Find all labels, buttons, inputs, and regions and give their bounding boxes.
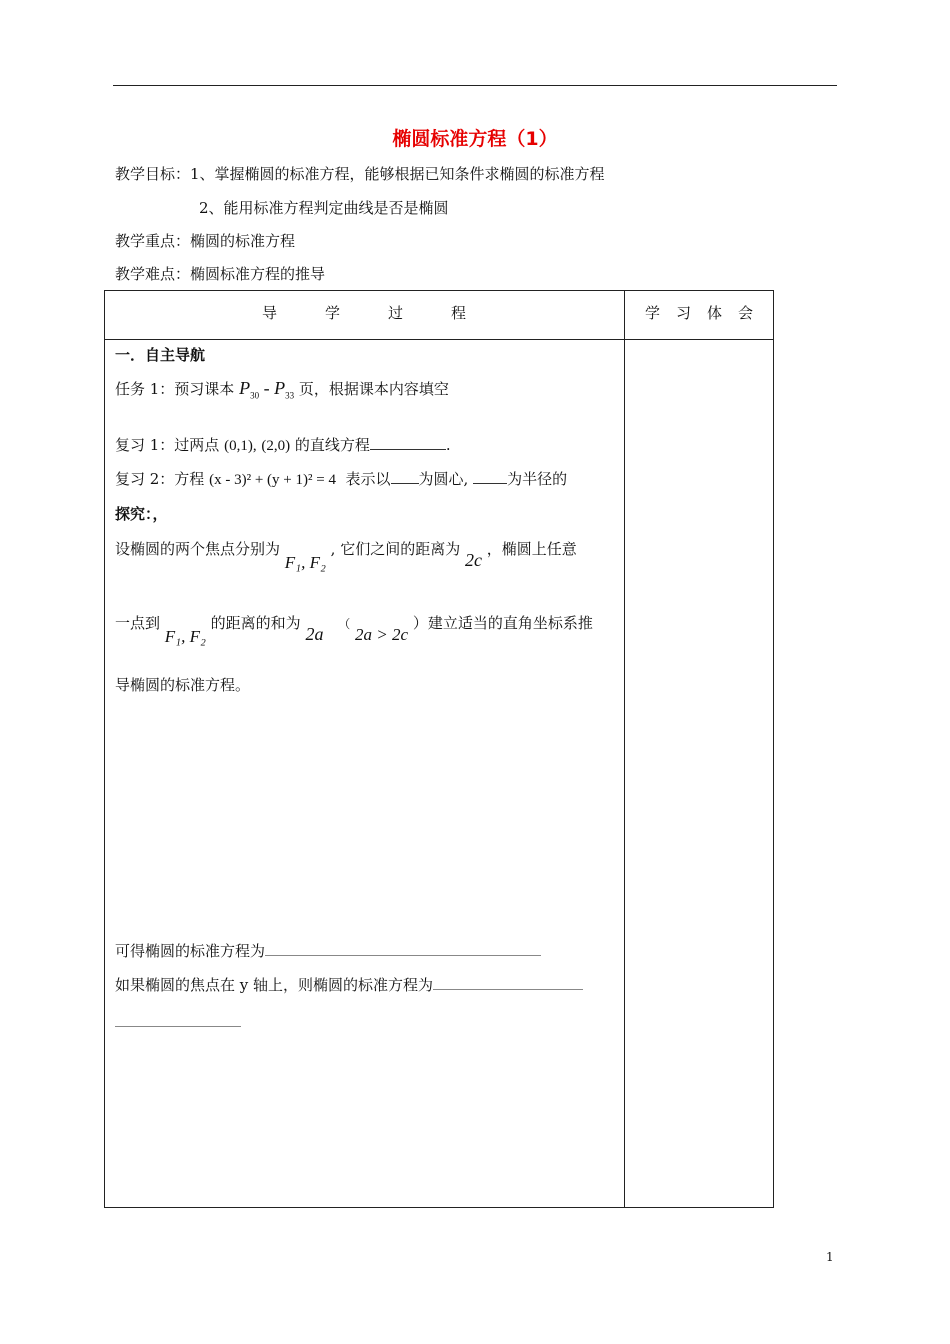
comma: , [252,438,257,454]
foci-symbols: F₁, F₂ [284,553,326,572]
circle-equation: (x - 3)² + (y + 1)² = 4 [209,472,336,488]
page-number: 1 [826,1250,834,1264]
open-paren: （ [338,617,351,631]
header-char: 过 [388,304,404,322]
key-point-label: 教学重点： [115,232,191,250]
answer-blank[interactable] [433,975,583,990]
para-2-text-f: ）建立适当的直角坐标系推 [412,614,593,632]
explore-paragraph-1 [115,538,577,572]
header-char: 导 [261,304,277,322]
lesson-table [104,290,774,1208]
period: . [445,436,451,454]
table-header-notes [624,302,774,323]
explore-paragraph-3: 导椭圆的标准方程。 [115,676,251,694]
page-start-sub: 30 [250,390,260,401]
result-1 [115,940,541,961]
difficulty-line [115,263,325,284]
range-dash: - [263,378,270,398]
table-column-divider [624,290,625,1208]
page-range [239,378,295,401]
result-2-text: 如果椭圆的焦点在 y 轴上，则椭圆的标准方程为 [115,976,434,994]
explore-heading: 探究：， [115,505,168,523]
header-char: 学 [324,304,340,322]
table-header-divider [104,339,774,340]
foci-symbols: F₁, F₂ [164,627,206,646]
review-2 [115,468,567,489]
table-header-process [104,302,624,323]
key-point-text: 椭圆的标准方程 [190,232,296,250]
header-char: 学 [644,304,660,322]
difficulty-text: 椭圆标准方程的推导 [190,265,326,283]
key-point-line [115,230,295,251]
page-start: P [239,378,251,398]
header-char: 习 [675,304,691,322]
sum-2a: 2a [305,624,324,644]
task-1 [115,378,449,401]
header-char: 体 [707,304,723,322]
review-2-mid: 表示以 [345,470,391,488]
review-1 [115,434,451,455]
inequality: 2a > 2c [355,625,409,644]
para-2-text-a: 一点到 [115,614,161,632]
explore-paragraph-2 [115,612,593,646]
task-1-suffix: 页，根据课本内容填空 [298,380,449,398]
center-blank[interactable] [391,469,419,484]
header-char: 会 [738,304,754,322]
para-1-text-a: 设椭圆的两个焦点分别为 [115,540,281,558]
page-end-sub: 33 [285,390,295,401]
objective-item-2: 2、能用标准方程判定曲线是否是椭圆 [199,199,449,217]
radius-blank[interactable] [473,469,507,484]
objectives-label: 教学目标： [115,165,191,183]
header-char: 程 [451,304,467,322]
result-2 [115,974,583,995]
para-2-text-b: 的距离的和为 [210,614,301,632]
answer-blank[interactable] [265,941,541,956]
result-2-continued [115,1012,241,1031]
answer-blank[interactable] [115,1012,241,1027]
objective-item-1: 1、掌握椭圆的标准方程，能够根据已知条件求椭圆的标准方程 [190,165,605,183]
page-title: 椭圆标准方程（1） [392,128,558,150]
review-2-prefix: 复习 2：方程 [115,470,205,488]
point-2: (2,0) [261,438,291,454]
distance-2c: 2c [465,550,482,570]
result-1-text: 可得椭圆的标准方程为 [115,942,266,960]
section-heading: 一．自主导航 [115,346,206,364]
answer-blank[interactable] [370,435,446,450]
para-1-text-b: , 它们之间的距离为 [330,540,461,558]
header-rule [113,85,837,86]
review-1-suffix: 的直线方程 [294,436,370,454]
objectives-line-1 [115,163,605,184]
review-2-suffix: 为半径的 [507,470,568,488]
review-1-prefix: 复习 1：过两点 [115,436,220,454]
para-1-text-d: ，椭圆上任意 [486,540,577,558]
difficulty-label: 教学难点： [115,265,191,283]
review-2-mid2: 为圆心, [418,470,469,488]
page-end: P [274,378,286,398]
point-1: (0,1) [224,438,253,454]
task-1-prefix: 任务 1：预习课本 [115,380,235,398]
